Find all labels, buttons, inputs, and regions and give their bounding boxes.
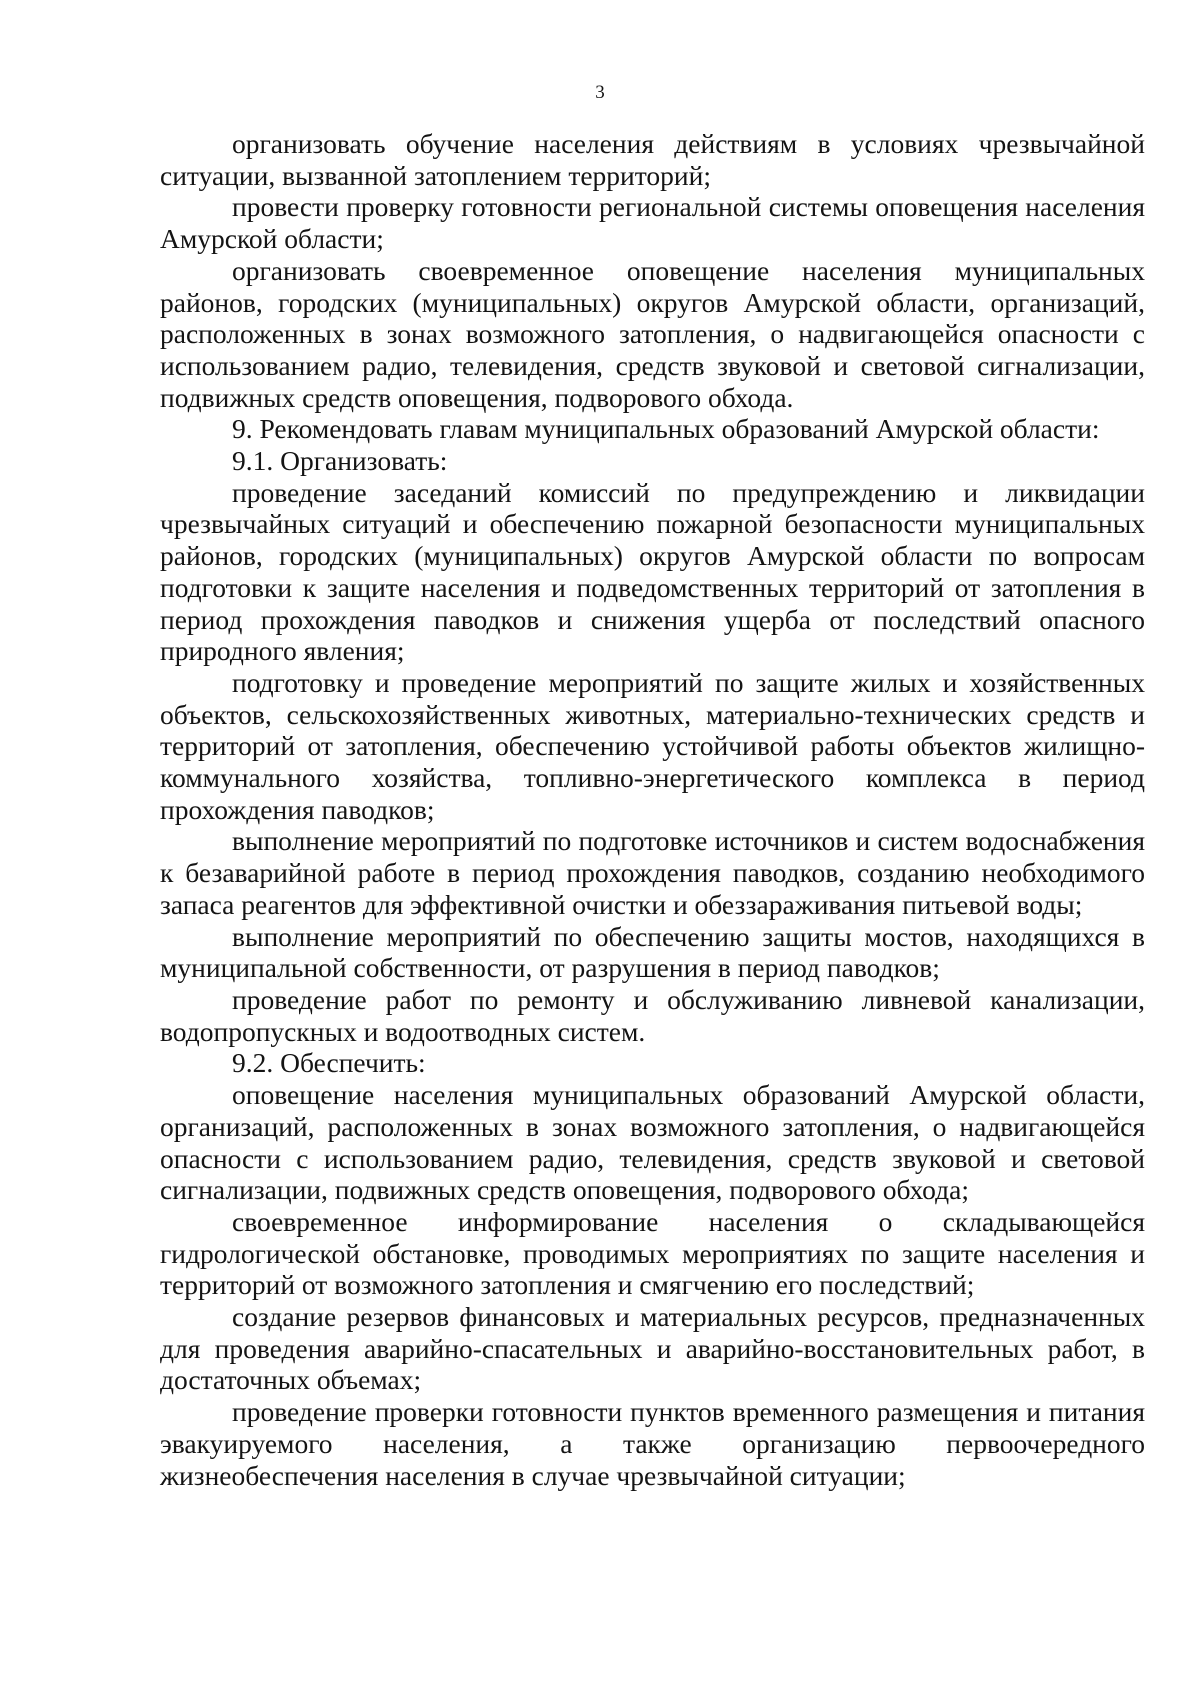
paragraph: проведение работ по ремонту и обслуживанию ливневой канализации, водопропускных и водоотводных систем. [160,983,1145,1047]
paragraph: подготовку и проведение мероприятий по защите жилых и хозяйственных объектов, сельскохозяйственных животных, материально-технических средств и территорий от затопления, обеспечению устойчивой работы объектов жилищно-коммунального хозяйства, топливно-энергетического комплекса в период прохождения паводков; [160,666,1145,825]
section-heading: 9. Рекомендовать главам муниципальных образований Амурской области: [232,413,1100,445]
subsection-heading: 9.1. Организовать: [232,445,448,477]
paragraph: оповещение населения муниципальных образований Амурской области, организаций, расположенных в зонах возможного затопления, о надвигающейся опасности с использованием радио, телевидения, средств звуковой и световой сигнализации, подвижных средств оповещения, подворового обхода; [160,1079,1145,1206]
paragraph: своевременное информирование населения о складывающейся гидрологической обстановке, проводимых мероприятиях по защите населения и территорий от возможного затопления и смягчению его последствий; [160,1205,1145,1301]
paragraph: выполнение мероприятий по обеспечению защиты мостов, находящихся в муниципальной собственности, от разрушения в период паводков; [160,920,1145,984]
paragraph: организовать своевременное оповещение населения муниципальных районов, городских (муниципальных) округов Амурской области, организаций, расположенных в зонах возможного затопления, о надвигающейся опасности с использованием радио, телевидения, средств звуковой и световой сигнализации, подвижных средств оповещения, подворового обхода. [160,254,1145,413]
page-number: 3 [595,82,605,103]
paragraph: выполнение мероприятий по подготовке источников и систем водоснабжения к безаварийной работе в период прохождения паводков, созданию необходимого запаса реагентов для эффективной очистки и обеззараживания питьевой воды; [160,825,1145,920]
paragraph: проведение заседаний комиссий по предупреждению и ликвидации чрезвычайных ситуаций и обеспечению пожарной безопасности муниципальных районов, городских (муниципальных) округов Амурской области по вопросам подготовки к защите населения и подведомственных территорий от затопления в период прохождения паводков и снижения ущерба от последствий опасного природного явления; [160,476,1145,667]
paragraph: проведение проверки готовности пунктов временного размещения и питания эвакуируемого населения, а также организацию первоочередного жизнеобеспечения населения в случае чрезвычайной ситуации; [160,1396,1145,1491]
document-body [160,128,1145,1491]
subsection-heading: 9.2. Обеспечить: [232,1047,426,1079]
paragraph: создание резервов финансовых и материальных ресурсов, предназначенных для проведения аварийно-спасательных и аварийно-восстановительных работ, в достаточных объемах; [160,1301,1145,1396]
paragraph: провести проверку готовности региональной системы оповещения населения Амурской области; [160,191,1145,255]
paragraph: организовать обучение населения действиям в условиях чрезвычайной ситуации, вызванной затоплением территорий; [160,128,1145,191]
